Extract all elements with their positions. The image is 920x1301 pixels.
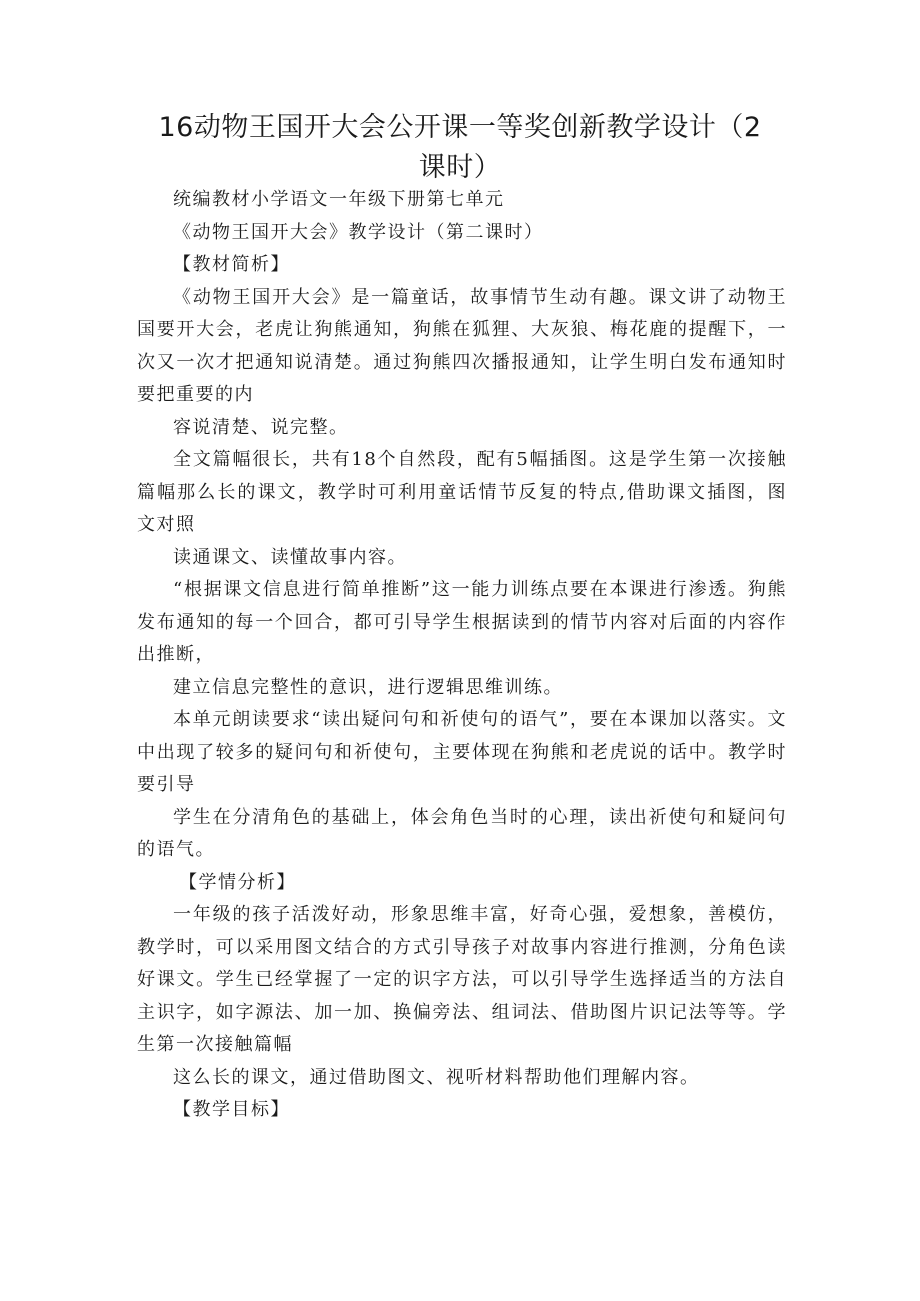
section-heading-teaching-goals: 【教学目标】: [173, 1099, 290, 1120]
paragraph: 读通课文、读懂故事内容。: [173, 546, 407, 568]
paragraph: “根据课文信息进行简单推断”这一能力训练点要在本课进行渗透。狗熊发布通知的每一个回合，都可引导学生根据读到的情节内容对后面的内容作出推断，: [137, 579, 787, 665]
paragraph: 容说清楚、说完整。: [173, 416, 349, 438]
paragraph: 这么长的课文，通过借助图文、视听材料帮助他们理解内容。: [173, 1066, 700, 1088]
paragraph: 建立信息完整性的意识，进行逻辑思维训练。: [173, 676, 563, 698]
paragraph: 一年级的孩子活泼好动，形象思维丰富，好奇心强，爱想象，善模仿，教学时，可以采用图文结合的方式引导孩子对故事内容进行推测，分角色读好课文。学生已经掌握了一定的识字方法，可以引导学生选择适当的方法自主识字，如字源法、加一加、换偏旁法、组词法、借助图片识记法等等。学生第一次接触篇幅: [137, 904, 787, 1055]
paragraph: 学生在分清角色的基础上，体会角色当时的心理，读出祈使句和疑问句的语气。: [137, 806, 787, 860]
document-body: [137, 184, 787, 1127]
paragraph: 《动物王国开大会》是一篇童话，故事情节生动有趣。课文讲了动物王国要开大会，老虎让狗熊通知，狗熊在狐狸、大灰狼、梅花鹿的提醒下，一次又一次才把通知说清楚。通过狗熊四次播报通知，让学生明白发布通知时要把重要的内: [137, 286, 787, 405]
paragraph: 全文篇幅很长，共有18个自然段，配有5幅插图。这是学生第一次接触篇幅那么长的课文，教学时可利用童话情节反复的特点,借助课文插图，图文对照: [137, 449, 787, 535]
section-heading-student-analysis: 【学情分析】: [179, 871, 296, 893]
lesson-subtitle: 《动物王国开大会》教学设计（第二课时）: [173, 221, 544, 243]
unit-subtitle: 统编教材小学语文一年级下册第七单元: [173, 189, 505, 210]
document-title: 16动物王国开大会公开课一等奖创新教学设计（2课时）: [158, 112, 762, 183]
section-heading-textbook-analysis: 【教材简析】: [173, 254, 290, 275]
paragraph: 本单元朗读要求“读出疑问句和祈使句的语气”，要在本课加以落实。文中出现了较多的疑问句和祈使句，主要体现在狗熊和老虎说的话中。教学时要引导: [137, 709, 787, 795]
